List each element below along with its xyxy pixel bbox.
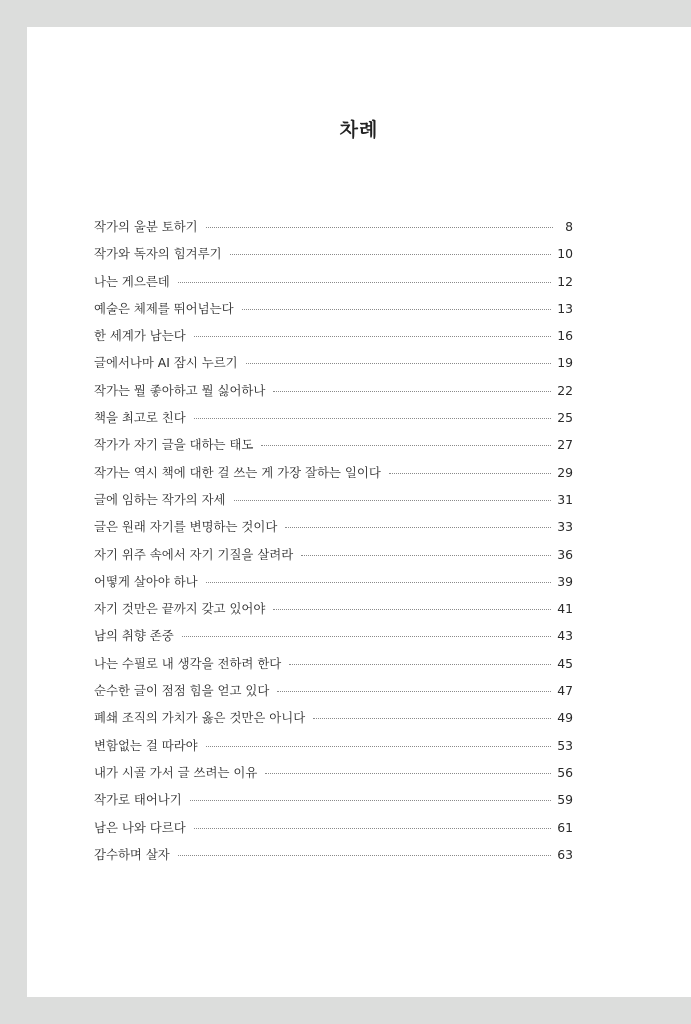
dot-leader bbox=[190, 800, 551, 801]
toc-entry bbox=[94, 736, 573, 763]
toc-entry-page-number: 53 bbox=[557, 737, 573, 753]
toc-entry bbox=[94, 408, 573, 435]
toc-entry bbox=[94, 326, 573, 353]
toc-entry-page-number: 12 bbox=[557, 273, 573, 289]
toc-entry-label: 자기 것만은 끝까지 갖고 있어야 bbox=[94, 601, 266, 617]
toc-entry bbox=[94, 545, 573, 572]
toc-entry-page-number: 39 bbox=[557, 573, 573, 589]
toc-entry bbox=[94, 572, 573, 599]
toc-entry-label: 한 세계가 남는다 bbox=[94, 328, 186, 344]
dot-leader bbox=[206, 582, 552, 583]
toc-entry-page-number: 61 bbox=[557, 819, 573, 835]
toc-entry bbox=[94, 763, 573, 790]
toc-entry-label: 책을 최고로 친다 bbox=[94, 410, 186, 426]
toc-entry-label: 작가와 독자의 힘겨루기 bbox=[94, 246, 222, 262]
dot-leader bbox=[182, 636, 552, 637]
toc-entry-page-number: 47 bbox=[557, 683, 573, 699]
toc-entry-page-number: 29 bbox=[557, 464, 573, 480]
toc-entry-label: 감수하며 살자 bbox=[94, 846, 170, 862]
dot-leader bbox=[194, 336, 552, 337]
toc-entry-page-number: 31 bbox=[557, 491, 573, 507]
toc-entry bbox=[94, 463, 573, 490]
toc-entry bbox=[94, 790, 573, 817]
toc-entry-page-number: 33 bbox=[557, 519, 573, 535]
toc-entry bbox=[94, 654, 573, 681]
toc-entry-label: 작가의 울분 토하기 bbox=[94, 219, 198, 234]
toc-entry bbox=[94, 517, 573, 544]
toc-entry bbox=[94, 244, 573, 271]
toc-entry-page-number: 41 bbox=[557, 601, 573, 617]
toc-entry-page-number: 25 bbox=[557, 410, 573, 426]
dot-leader bbox=[301, 555, 551, 556]
toc-entry-page-number: 36 bbox=[557, 546, 573, 562]
toc-entry-page-number: 13 bbox=[557, 300, 573, 316]
toc-entry-label: 글은 원래 자기를 변명하는 것이다 bbox=[94, 519, 278, 535]
dot-leader bbox=[285, 527, 551, 528]
dot-leader bbox=[277, 691, 551, 692]
toc-entry-label: 나는 수필로 내 생각을 전하려 한다 bbox=[94, 655, 282, 671]
dot-leader bbox=[242, 309, 552, 310]
toc-entry-page-number: 56 bbox=[557, 764, 573, 780]
toc-entry bbox=[94, 599, 573, 626]
dot-leader bbox=[194, 418, 552, 419]
toc-entry-page-number: 45 bbox=[557, 655, 573, 671]
toc-entry-label: 순수한 글이 점점 힘을 얻고 있다 bbox=[94, 683, 270, 699]
toc-entry-label: 예술은 체제를 뛰어넘는다 bbox=[94, 300, 234, 316]
toc-entry-label: 내가 시골 가서 글 쓰려는 이유 bbox=[94, 764, 258, 780]
toc-entry-label: 글에서나마 AI 잠시 누르기 bbox=[94, 355, 238, 371]
dot-leader bbox=[313, 718, 551, 719]
dot-leader bbox=[273, 609, 551, 610]
toc-entry-label: 작가는 역시 책에 대한 걸 쓰는 게 가장 잘하는 일이다 bbox=[94, 464, 381, 480]
toc-entry bbox=[94, 818, 573, 845]
toc-entry-label: 남은 나와 다르다 bbox=[94, 819, 186, 835]
dot-leader bbox=[246, 363, 552, 364]
dot-leader bbox=[206, 227, 553, 228]
dot-leader bbox=[261, 445, 551, 446]
toc-entry bbox=[94, 708, 573, 735]
toc-entry bbox=[94, 272, 573, 299]
toc-entry-label: 글에 임하는 작가의 자세 bbox=[94, 491, 226, 507]
toc-entry bbox=[94, 681, 573, 708]
dot-leader bbox=[265, 773, 551, 774]
dot-leader bbox=[273, 391, 551, 392]
toc-entry bbox=[94, 381, 573, 408]
toc-entry bbox=[94, 217, 573, 244]
toc-entry-page-number: 59 bbox=[557, 792, 573, 808]
toc-entry-page-number: 16 bbox=[557, 328, 573, 344]
toc-entry bbox=[94, 299, 573, 326]
toc-title: 차례 bbox=[339, 119, 379, 141]
toc-entry-label: 폐쇄 조직의 가치가 옳은 것만은 아니다 bbox=[94, 710, 306, 726]
toc-entry-page-number: 43 bbox=[557, 628, 573, 644]
toc-entry-label: 어떻게 살아야 하나 bbox=[94, 573, 198, 589]
toc-entry-page-number: 27 bbox=[557, 437, 573, 453]
toc-entry-label: 작가는 뭘 좋아하고 뭘 싫어하나 bbox=[94, 382, 266, 398]
toc-entry-page-number: 49 bbox=[557, 710, 573, 726]
dot-leader bbox=[194, 828, 552, 829]
book-page bbox=[27, 27, 691, 997]
toc-list bbox=[94, 217, 573, 872]
toc-entry bbox=[94, 490, 573, 517]
toc-entry-page-number: 10 bbox=[557, 246, 573, 262]
toc-entry-page-number: 22 bbox=[557, 382, 573, 398]
toc-entry bbox=[94, 626, 573, 653]
dot-leader bbox=[178, 855, 551, 856]
dot-leader bbox=[234, 500, 552, 501]
dot-leader bbox=[289, 664, 551, 665]
toc-entry bbox=[94, 353, 573, 380]
toc-entry-page-number: 8 bbox=[565, 219, 573, 234]
toc-entry-label: 작가가 자기 글을 대하는 태도 bbox=[94, 437, 254, 453]
toc-entry-page-number: 19 bbox=[557, 355, 573, 371]
toc-entry-page-number: 63 bbox=[557, 846, 573, 862]
dot-leader bbox=[230, 254, 552, 255]
dot-leader bbox=[178, 282, 551, 283]
toc-entry bbox=[94, 845, 573, 872]
dot-leader bbox=[206, 746, 552, 747]
dot-leader bbox=[389, 473, 551, 474]
toc-entry-label: 자기 위주 속에서 자기 기질을 살려라 bbox=[94, 546, 294, 562]
toc-entry-label: 남의 취향 존중 bbox=[94, 628, 174, 644]
toc-entry bbox=[94, 435, 573, 462]
toc-entry-label: 변함없는 걸 따라야 bbox=[94, 737, 198, 753]
toc-entry-label: 나는 게으른데 bbox=[94, 273, 170, 289]
toc-entry-label: 작가로 태어나기 bbox=[94, 792, 182, 808]
